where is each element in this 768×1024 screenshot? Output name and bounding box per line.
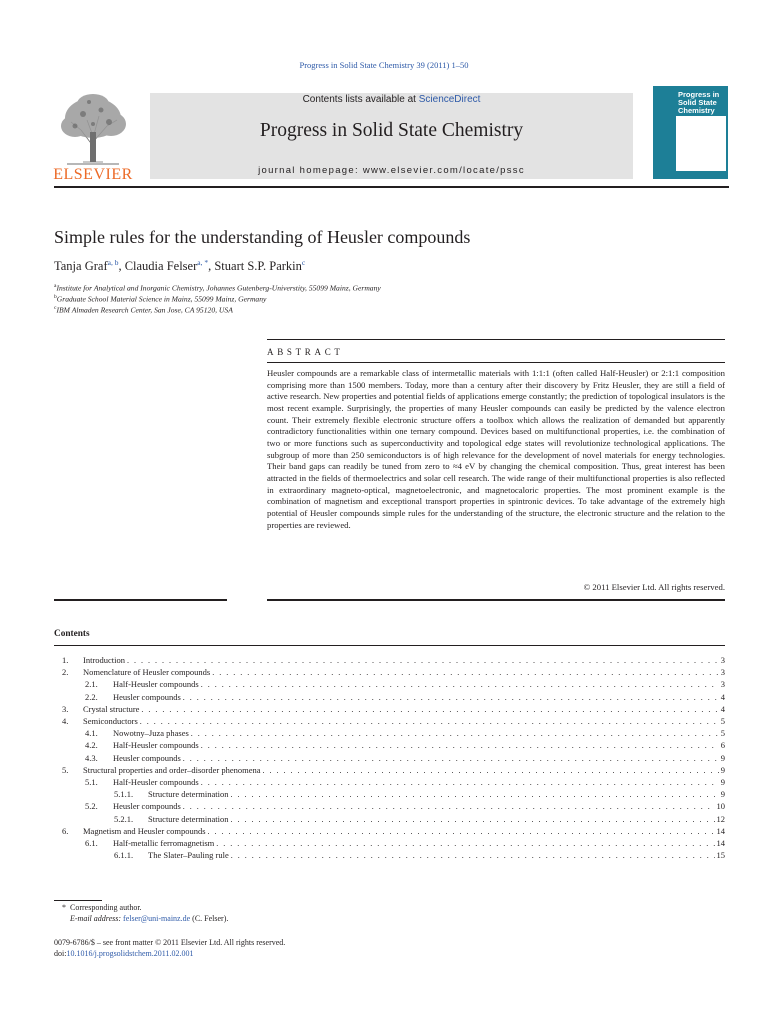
toc-leader-dots <box>208 827 715 836</box>
toc-entry-title: Magnetism and Heusler compounds <box>83 825 206 836</box>
toc-entry-number: 6.1. <box>85 838 98 848</box>
toc-entry-title: Structural properties and order–disorder phenomena <box>83 764 261 775</box>
toc-entry-number: 5.1.1. <box>114 789 134 800</box>
toc-entry-number: 4.1. <box>85 728 98 739</box>
toc-entry-page: 3 <box>720 655 725 665</box>
toc-entry-title: Heusler compounds <box>113 691 181 702</box>
corresponding-marker: * <box>62 903 66 912</box>
contents-available-text: Contents lists available at <box>302 94 419 105</box>
contents-available-line <box>150 94 633 105</box>
toc-entry-number: 2.2. <box>85 691 98 702</box>
affiliation-text: IBM Almaden Research Center, San Jose, CA 95120, USA <box>56 305 233 315</box>
toc-leader-dots <box>183 693 719 702</box>
toc-entry-page: 3 <box>720 679 725 690</box>
journal-reference[interactable]: Progress in Solid State Chemistry 39 (2011) 1–50 <box>299 60 469 70</box>
toc-entry-number: 3. <box>62 703 69 714</box>
contents-rule <box>54 645 725 646</box>
toc-entry-page: 3 <box>720 667 725 678</box>
author-affiliation-marker[interactable]: c <box>301 258 306 267</box>
toc-entry-page: 5 <box>720 716 725 726</box>
toc-entry-number: 2.1. <box>85 679 98 690</box>
author-affiliation-marker[interactable]: a, * <box>197 258 209 267</box>
toc-entry-page: 4 <box>720 691 725 702</box>
toc-entry-title: Semiconductors <box>83 716 138 726</box>
toc-entry-page: 14 <box>716 838 725 848</box>
toc-entry-number: 1. <box>62 655 69 665</box>
affiliation-marker: a <box>54 283 57 289</box>
toc-entry-title: Introduction <box>83 655 126 665</box>
toc-entry[interactable] <box>62 655 725 665</box>
toc-leader-dots <box>231 851 715 860</box>
header-rule <box>54 186 729 188</box>
toc-entry[interactable] <box>62 716 725 726</box>
toc-entry-page: 15 <box>716 850 725 861</box>
cover-title: Progress in Solid State Chemistry <box>678 90 720 115</box>
corresponding-text: Corresponding author. <box>70 903 142 912</box>
toc-entry-title: Half-Heusler compounds <box>113 777 199 787</box>
affiliation-marker: c <box>54 305 57 311</box>
toc-entry-page: 9 <box>720 789 725 800</box>
email-suffix: (C. Felser). <box>190 914 229 923</box>
left-column-rule <box>54 599 227 601</box>
toc-leader-dots <box>201 680 719 689</box>
toc-leader-dots <box>183 754 719 763</box>
toc-entry-number: 6.1.1. <box>114 850 134 861</box>
toc-leader-dots <box>201 778 719 787</box>
author-affiliation-marker[interactable]: a, b <box>107 258 119 267</box>
footnote-rule <box>54 900 102 901</box>
toc-entry-number: 6. <box>62 825 69 836</box>
abstract-top-rule <box>267 339 725 340</box>
toc-entry-title: Heusler compounds <box>113 752 181 763</box>
toc-leader-dots <box>231 815 715 824</box>
email-label: E-mail address: <box>70 914 124 923</box>
toc-leader-dots <box>201 741 719 750</box>
toc-entry[interactable] <box>62 667 725 677</box>
toc-entry-number: 4.2. <box>85 740 98 751</box>
corresponding-author-note <box>62 903 142 912</box>
abstract-heading: ABSTRACT <box>267 347 344 357</box>
cover-page-panel <box>676 116 726 171</box>
toc-leader-dots <box>216 839 714 848</box>
article-title: Simple rules for the understanding of Heusler compounds <box>54 227 471 247</box>
elsevier-wordmark: ELSEVIER <box>53 166 133 183</box>
sciencedirect-link[interactable]: ScienceDirect <box>418 94 481 105</box>
toc-entry-title: Nowotny–Juza phases <box>113 728 189 739</box>
toc-entry[interactable] <box>85 801 725 811</box>
toc-entry-title: Crystal structure <box>83 703 140 714</box>
toc-entry[interactable] <box>85 753 725 763</box>
toc-entry[interactable] <box>114 850 725 860</box>
author-list <box>54 258 305 274</box>
toc-entry-title: Half-Heusler compounds <box>113 740 199 751</box>
toc-entry[interactable] <box>85 740 725 750</box>
journal-title: Progress in Solid State Chemistry <box>259 120 524 141</box>
toc-entry-number: 5.2. <box>85 801 98 812</box>
toc-entry-number: 2. <box>62 667 69 678</box>
toc-entry[interactable] <box>114 814 725 824</box>
toc-entry[interactable] <box>62 704 725 714</box>
toc-entry[interactable] <box>85 692 725 702</box>
toc-entry[interactable] <box>85 728 725 738</box>
author-name: Tanja Graf <box>54 259 108 274</box>
abstract-heading-rule <box>267 362 725 363</box>
doi-prefix: doi: <box>54 949 67 958</box>
toc-entry[interactable] <box>114 789 725 799</box>
doi-link[interactable]: 10.1016/j.progsolidstchem.2011.02.001 <box>66 949 194 958</box>
affiliation-text: Institute for Analytical and Inorganic Chemistry, Johannes Gutenberg-Universtity, 55099 Mainz, Germany <box>56 283 381 293</box>
email-link[interactable]: felser@uni-mainz.de <box>123 914 191 923</box>
toc-entry-number: 4. <box>62 716 69 726</box>
toc-entry-page: 9 <box>720 764 725 775</box>
toc-entry[interactable] <box>62 826 725 836</box>
toc-entry-page: 5 <box>720 728 725 739</box>
abstract-copyright: © 2011 Elsevier Ltd. All rights reserved. <box>583 582 725 592</box>
toc-entry-page: 12 <box>716 813 725 824</box>
affiliation <box>54 283 381 293</box>
toc-leader-dots <box>231 790 719 799</box>
email-note <box>70 914 228 923</box>
toc-entry-title: The Slater–Pauling rule <box>148 850 229 861</box>
toc-entry-number: 5. <box>62 764 69 775</box>
toc-entry-title: Structure determination <box>148 813 229 824</box>
toc-leader-dots <box>127 656 719 665</box>
toc-entry-page: 14 <box>716 825 725 836</box>
affiliation <box>54 294 266 304</box>
journal-cover-thumbnail <box>653 86 728 179</box>
toc-entry[interactable] <box>62 765 725 775</box>
toc-entry[interactable] <box>85 838 725 848</box>
affiliation-text: Graduate School Material Science in Mainz, 55099 Mainz, Germany <box>56 294 267 304</box>
toc-entry-page: 6 <box>720 740 725 751</box>
journal-homepage[interactable]: journal homepage: www.elsevier.com/locate/pssc <box>258 165 525 176</box>
toc-leader-dots <box>191 729 719 738</box>
toc-entry-page: 9 <box>720 777 725 787</box>
issn-line: 0079-6786/$ – see front matter © 2011 Elsevier Ltd. All rights reserved. <box>54 938 286 947</box>
author-name: , Claudia Felser <box>118 259 198 274</box>
toc-entry-number: 5.2.1. <box>114 813 134 824</box>
toc-entry-page: 10 <box>716 801 725 812</box>
toc-entry-title: Structure determination <box>148 789 229 800</box>
author-name: , Stuart S.P. Parkin <box>208 259 302 274</box>
toc-entry-title: Nomenclature of Heusler compounds <box>83 667 211 678</box>
toc-leader-dots <box>212 668 719 677</box>
toc-entry-number: 5.1. <box>85 777 98 787</box>
toc-entry-title: Heusler compounds <box>113 801 181 812</box>
toc-entry-title: Half-Heusler compounds <box>113 679 199 690</box>
toc-leader-dots <box>263 766 719 775</box>
doi-line <box>54 949 193 958</box>
toc-entry-number: 4.3. <box>85 752 98 763</box>
toc-entry-page: 9 <box>720 752 725 763</box>
toc-entry-title: Half-metallic ferromagnetism <box>113 838 215 848</box>
abstract-bottom-rule <box>267 599 725 601</box>
abstract-body: Heusler compounds are a remarkable class of intermetallic materials with 1:1:1 (often called Half-Heusler) or 2:1:1 composition comprising more than 1500 members. Today, more than a century after their discovery by Fritz Heusler, they are still a field of active research. New properties and potential fields of applications emerge constantly; the prediction of topological insulators is the most recent example. Surprisingly, the properties of many Heusler compounds can easily be predicted by the valence electron count. Their extremely flexible electronic structure offers a toolbox which allows the realization of demanded but apparently contradictory functionalities within one ternary compound. Devices based on multifunctional properties, i.e. the combination of two or more functions such as superconductivity and topological edge states will revolutionize technological applications. The subgroup of more than 250 semiconductors is of high relevance for the development of novel materials for energy technologies. Their band gaps can readily be tuned from zero to ≈4 eV by changing the chemical composition. Thus, great interest has been attracted in the fields of thermoelectrics and solar cell research. The wide range of their multifunctional properties is also reflected in extraordinary magneto-optical, magnetoelectronic, and magnetocaloric properties. The most prominent example is the combination of magnetism and exceptional transport properties in spintronic devices. To take advantage of the extremely high potential of Heusler compounds simple rules for the understanding of the structure, the electronic structure and the relation to the properties are reviewed. <box>267 368 725 530</box>
toc-leader-dots <box>183 802 715 811</box>
toc-entry[interactable] <box>85 679 725 689</box>
toc-leader-dots <box>140 717 719 726</box>
toc-entry[interactable] <box>85 777 725 787</box>
toc-leader-dots <box>141 705 718 714</box>
affiliation-marker: b <box>54 294 57 300</box>
affiliation <box>54 305 233 315</box>
contents-heading: Contents <box>54 629 90 639</box>
toc-entry-page: 4 <box>720 703 725 714</box>
